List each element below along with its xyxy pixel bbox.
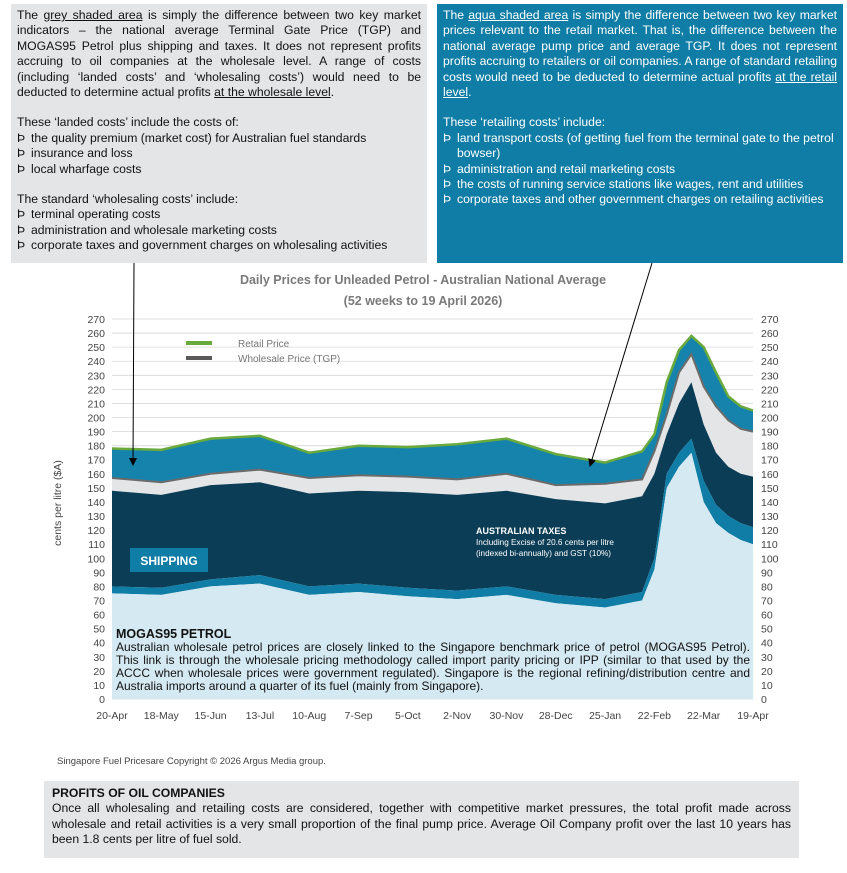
y-tick-label-right: 110	[761, 539, 778, 552]
y-tick-label-right: 0	[761, 694, 767, 706]
y-tick-label: 90	[93, 567, 105, 580]
chart-title: Daily Prices for Unleaded Petrol - Australian National Average	[239, 273, 607, 287]
list-item: Þ land transport costs (of getting fuel from the terminal gate to the petrol bowser)	[443, 130, 834, 161]
bullet-icon: Þ	[443, 161, 452, 176]
y-tick-label: 170	[87, 454, 105, 467]
x-tick-label: 5-Oct	[395, 710, 421, 722]
taxes-note-line1: Including Excise of 20.6 cents per litre	[476, 538, 614, 547]
grey-area-pointer	[133, 263, 134, 465]
taxes-note-line2: (indexed bi-annually) and GST (10%)	[476, 549, 612, 558]
y-tick-label-right: 140	[761, 496, 779, 509]
y-axis-label: cents per litre ($A)	[52, 460, 64, 546]
x-tick-label: 22-Feb	[637, 710, 672, 722]
y-tick-label-right: 70	[761, 595, 773, 608]
aqua-area-pointer	[590, 263, 652, 466]
y-tick-label-right: 150	[761, 482, 779, 495]
list-item: Þ administration and wholesale marketing costs	[17, 222, 277, 237]
legend-label-retail: Retail Price	[238, 339, 290, 350]
x-tick-label: 2-Nov	[443, 710, 472, 722]
y-tick-label-right: 210	[761, 398, 779, 411]
y-tick-label: 0	[99, 694, 105, 706]
y-tick-label-right: 180	[761, 440, 779, 453]
bullet-icon: Þ	[443, 130, 452, 145]
legend-swatch-retail	[186, 341, 212, 345]
wholesale-level-text: at the wholesale level	[214, 85, 331, 100]
y-tick-label: 150	[87, 482, 105, 495]
aqua-shaded-area-text: aqua shaded area	[468, 8, 569, 22]
y-tick-label-right: 250	[761, 342, 779, 355]
retailing-costs-intro: These ‘retailing costs’ include:	[443, 115, 606, 130]
y-tick-label: 10	[93, 679, 105, 692]
list-item: Þ local wharfage costs	[17, 161, 142, 176]
x-tick-label: 10-Aug	[292, 710, 327, 722]
x-tick-label: 20-Apr	[96, 710, 128, 722]
y-tick-label: 160	[87, 468, 105, 481]
y-tick-label: 180	[87, 440, 105, 453]
y-tick-label: 260	[87, 328, 105, 341]
y-tick-label-right: 130	[761, 511, 779, 524]
y-tick-label-right: 90	[761, 567, 773, 580]
list-item: Þ terminal operating costs	[17, 207, 161, 222]
y-tick-label: 20	[93, 665, 105, 678]
y-tick-label: 220	[87, 384, 105, 397]
y-tick-label-right: 50	[761, 623, 773, 636]
bullet-icon: Þ	[17, 222, 26, 237]
aqua-area-paragraph: The aqua shaded area is simply the difference between two key market prices relevant to the retail market. That is, the difference between the national average pump price and average TGP. It does not represent profits accruing to retailers or oil companies. A range of standard retailing costs would need to be deducted to determine actual profits at the retail level.	[443, 8, 838, 100]
y-tick-label: 130	[87, 511, 105, 524]
list-item: Þ corporate taxes and government charges on wholesaling activities	[17, 238, 388, 253]
x-axis-ticks	[96, 710, 769, 722]
y-tick-label: 50	[93, 623, 105, 636]
grey-area-paragraph: The grey shaded area is simply the difference between two key market indicators – the national average Terminal Gate Price (TGP) and MOGAS95 Petrol plus shipping and taxes. It does not represent profits accruing to oil companies at the wholesale level. A range of costs (including ‘landed costs’ and ‘wholesaling costs’) would need to be deducted to determine actual profits at the wholesale level.	[17, 8, 421, 100]
y-tick-label-right: 80	[761, 581, 773, 594]
chart-subtitle: (52 weeks to 19 April 2026)	[343, 294, 503, 308]
x-tick-label: 22-Mar	[687, 710, 721, 722]
x-tick-label: 7-Sep	[344, 710, 373, 722]
y-tick-label-right: 20	[761, 665, 773, 678]
list-item: Þ administration and retail marketing costs	[443, 161, 676, 176]
x-tick-label: 18-May	[143, 710, 179, 722]
mogas95-text: Australian wholesale petrol prices are closely linked to the Singapore benchmark price of petrol (MOGAS95 Petrol). This link is through the wholesale pricing methodology called import parity pricing or IPP (similar to that used by the ACCC when wholesale prices were government regulated). Singapore is the regional refining/distribution centre and Australia imports around a quarter of its fuel (mainly from Singapore).	[116, 640, 750, 694]
y-tick-label-right: 60	[761, 609, 773, 622]
y-tick-label-right: 240	[761, 356, 779, 369]
y-tick-label: 70	[93, 595, 105, 608]
bullet-icon: Þ	[17, 130, 26, 145]
shipping-label: SHIPPING	[140, 554, 198, 568]
bullet-icon: Þ	[17, 146, 26, 161]
x-tick-label: 15-Jun	[194, 710, 227, 722]
y-tick-label: 240	[87, 356, 105, 369]
y-tick-label-right: 30	[761, 651, 773, 664]
copyright-notice: Singapore Fuel Pricesare Copyright © 2026 Argus Media group.	[57, 756, 326, 767]
y-tick-label: 80	[93, 581, 105, 594]
y-tick-label-right: 270	[761, 314, 779, 326]
landed-costs-intro: These ‘landed costs’ include the costs of:	[17, 115, 239, 130]
y-tick-label-right: 190	[761, 426, 779, 439]
y-tick-label: 190	[87, 426, 105, 439]
y-tick-label: 200	[87, 412, 105, 425]
mogas95-annotation	[116, 628, 750, 693]
y-tick-label: 250	[87, 342, 105, 355]
bullet-icon: Þ	[443, 177, 452, 192]
y-tick-label: 100	[87, 553, 105, 566]
y-tick-label: 110	[88, 539, 105, 552]
x-tick-label: 30-Nov	[489, 710, 524, 722]
y-tick-label: 30	[93, 651, 105, 664]
y-tick-label-right: 120	[761, 525, 779, 538]
profits-box	[44, 781, 799, 858]
grey-shaded-area-text: grey shaded area	[43, 8, 143, 22]
list-item: Þ insurance and loss	[17, 146, 133, 161]
mogas95-title: MOGAS95 PETROL	[116, 627, 232, 641]
y-tick-label-right: 230	[761, 370, 779, 383]
y-tick-label: 40	[93, 637, 105, 650]
bullet-icon: Þ	[443, 192, 452, 207]
retail-level-text: at the retail level	[443, 69, 838, 100]
y-tick-label-right: 260	[761, 328, 779, 341]
taxes-label: AUSTRALIAN TAXES	[476, 526, 567, 536]
y-tick-label-right: 40	[761, 637, 773, 650]
y-tick-label: 120	[87, 525, 105, 538]
y-tick-label: 60	[93, 609, 105, 622]
bullet-icon: Þ	[17, 161, 26, 176]
bullet-icon: Þ	[17, 207, 26, 222]
list-item: Þ corporate taxes and other government charges on retailing activities	[443, 192, 824, 207]
x-tick-label: 13-Jul	[245, 710, 275, 722]
y-tick-label-right: 220	[761, 384, 779, 397]
x-tick-label: 25-Jan	[589, 710, 622, 722]
legend-swatch-tgp	[186, 356, 212, 360]
y-tick-label: 230	[87, 370, 105, 383]
profits-title: PROFITS OF OIL COMPANIES	[52, 786, 225, 800]
x-tick-label: 19-Apr	[737, 710, 769, 722]
list-item: Þ the costs of running service stations like wages, rent and utilities	[443, 177, 804, 192]
y-tick-label-right: 200	[761, 412, 779, 425]
y-tick-label-right: 160	[761, 468, 779, 481]
wholesaling-costs-intro: The standard ‘wholesaling costs’ include:	[17, 192, 239, 207]
y-tick-label: 210	[87, 398, 105, 411]
y-tick-label-right: 10	[761, 679, 773, 692]
list-item: Þ the quality premium (market cost) for Australian fuel standards	[17, 130, 367, 145]
bullet-icon: Þ	[17, 238, 26, 253]
y-tick-label-right: 170	[761, 454, 779, 467]
y-tick-label: 270	[87, 314, 105, 326]
x-tick-label: 28-Dec	[538, 710, 573, 722]
legend-label-tgp: Wholesale Price (TGP)	[238, 354, 341, 365]
y-tick-label-right: 100	[761, 553, 779, 566]
y-tick-label: 140	[87, 496, 105, 509]
profits-text: Once all wholesaling and retailing costs are considered, together with competitive market pressures, the total profit made across wholesale and retail activities is a very small proportion of the final pump price. Average Oil Company profit over the last 10 years has been 1.8 cents per litre of fuel sold.	[52, 801, 791, 847]
